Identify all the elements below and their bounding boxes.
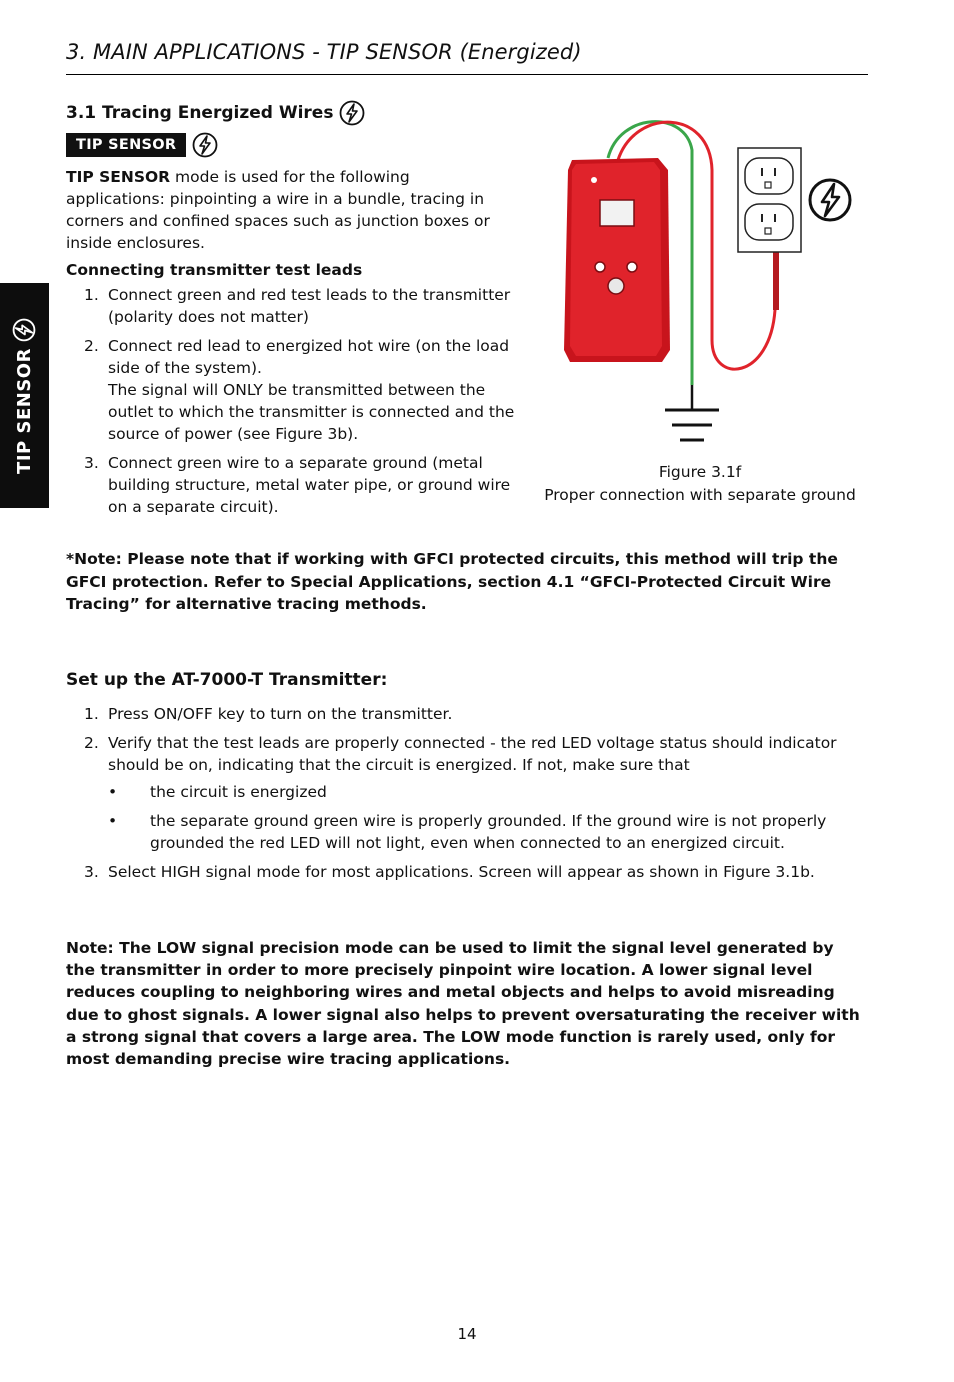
step-extra-text: The signal will ONLY be transmitted between the outlet to which the transmitter is connected and the source of power (see Figure 3b).	[108, 381, 515, 443]
step-number: 1.	[84, 705, 99, 723]
side-tab	[0, 283, 49, 508]
setup-heading: Set up the AT-7000-T Transmitter:	[66, 670, 388, 690]
low-mode-note: Note: The LOW signal precision mode can be used to limit the signal level generated by the transmitter in order to more precisely pinpoint wire location. A lower signal level reduces coupling to neighboring wires and metal objects and helps to avoid misreading due to ghost signals. A lower signal also helps to prevent oversaturating the receiver with a strong signal that covers a large area. The LOW mode function is rarely used, only for most demanding precise wire tracing applications.	[66, 939, 860, 1069]
step-number: 2.	[84, 734, 99, 752]
list-item	[66, 284, 526, 328]
tip-sensor-badge: TIP SENSOR	[66, 133, 186, 157]
figure-description: Proper connection with separate ground	[544, 486, 856, 504]
connecting-heading: Connecting transmitter test leads	[66, 261, 363, 279]
connecting-steps	[66, 284, 526, 525]
side-tab-label: TIP SENSOR	[13, 348, 35, 474]
mode-badge-row	[66, 132, 218, 158]
step-text: Verify that the test leads are properly connected - the red LED voltage status should indicator should be on, indicating that the circuit is energized. If not, make sure that	[108, 734, 837, 774]
bullet-dot: •	[108, 783, 118, 801]
wall-outlet	[738, 148, 801, 252]
bullet-item	[108, 810, 866, 854]
step-text: Connect red lead to energized hot wire (on the load side of the system).	[108, 337, 510, 377]
ground-symbol-icon	[665, 385, 719, 440]
bullet-text: the separate ground green wire is properly grounded. If the ground wire is not properly grounded the red LED will not light, even when connected to an energized circuit.	[150, 812, 827, 852]
bullet-item	[108, 781, 866, 803]
transmitter-device	[564, 158, 670, 362]
intro-text: mode is used for the following applications: pinpointing a wire in a bundle, tracing in corners and confined spaces such as junction boxes or inside enclosures.	[66, 168, 490, 252]
section-title-text: 3.1 Tracing Energized Wires	[66, 103, 334, 123]
list-item	[66, 703, 866, 725]
bullet-list	[108, 781, 866, 854]
page-header-title: 3. MAIN APPLICATIONS - TIP SENSOR (Energized)	[66, 40, 582, 64]
header-rule	[66, 74, 868, 75]
red-probe	[773, 248, 779, 310]
step-number: 2.	[84, 337, 99, 355]
step-text: Connect green wire to a separate ground (metal building structure, metal water pipe, or ground wire on a separate circuit).	[108, 454, 511, 516]
step-text: Press ON/OFF key to turn on the transmitter.	[108, 705, 453, 723]
bullet-dot: •	[108, 812, 118, 830]
figure-caption	[520, 461, 880, 507]
intro-paragraph	[66, 166, 506, 254]
step-number: 1.	[84, 286, 99, 304]
energized-bolt-icon	[12, 318, 36, 342]
connection-figure	[520, 110, 880, 470]
page-number: 14	[457, 1325, 477, 1343]
list-item	[66, 335, 526, 445]
step-number: 3.	[84, 863, 99, 881]
section-title	[66, 100, 365, 126]
figure-number: Figure 3.1f	[658, 463, 742, 481]
list-item	[66, 861, 866, 883]
side-tab-label-group	[12, 318, 36, 474]
energized-bolt-icon	[192, 132, 218, 158]
step-text: Select HIGH signal mode for most applications. Screen will appear as shown in Figure 3.1b.	[108, 863, 815, 881]
list-item	[66, 732, 866, 854]
setup-steps	[66, 703, 866, 890]
list-item	[66, 452, 526, 518]
step-text: Connect green and red test leads to the transmitter (polarity does not matter)	[108, 286, 511, 326]
step-number: 3.	[84, 454, 99, 472]
gfci-note: *Note: Please note that if working with GFCI protected circuits, this method will trip the GFCI protection. Refer to Special Applications, section 4.1 “GFCI-Protected Circuit Wire Tracing” for alternative tracing methods.	[66, 550, 838, 613]
intro-bold: TIP SENSOR	[66, 168, 171, 186]
energized-symbol-icon	[810, 180, 850, 220]
bullet-text: the circuit is energized	[150, 783, 327, 801]
energized-bolt-icon	[339, 100, 365, 126]
